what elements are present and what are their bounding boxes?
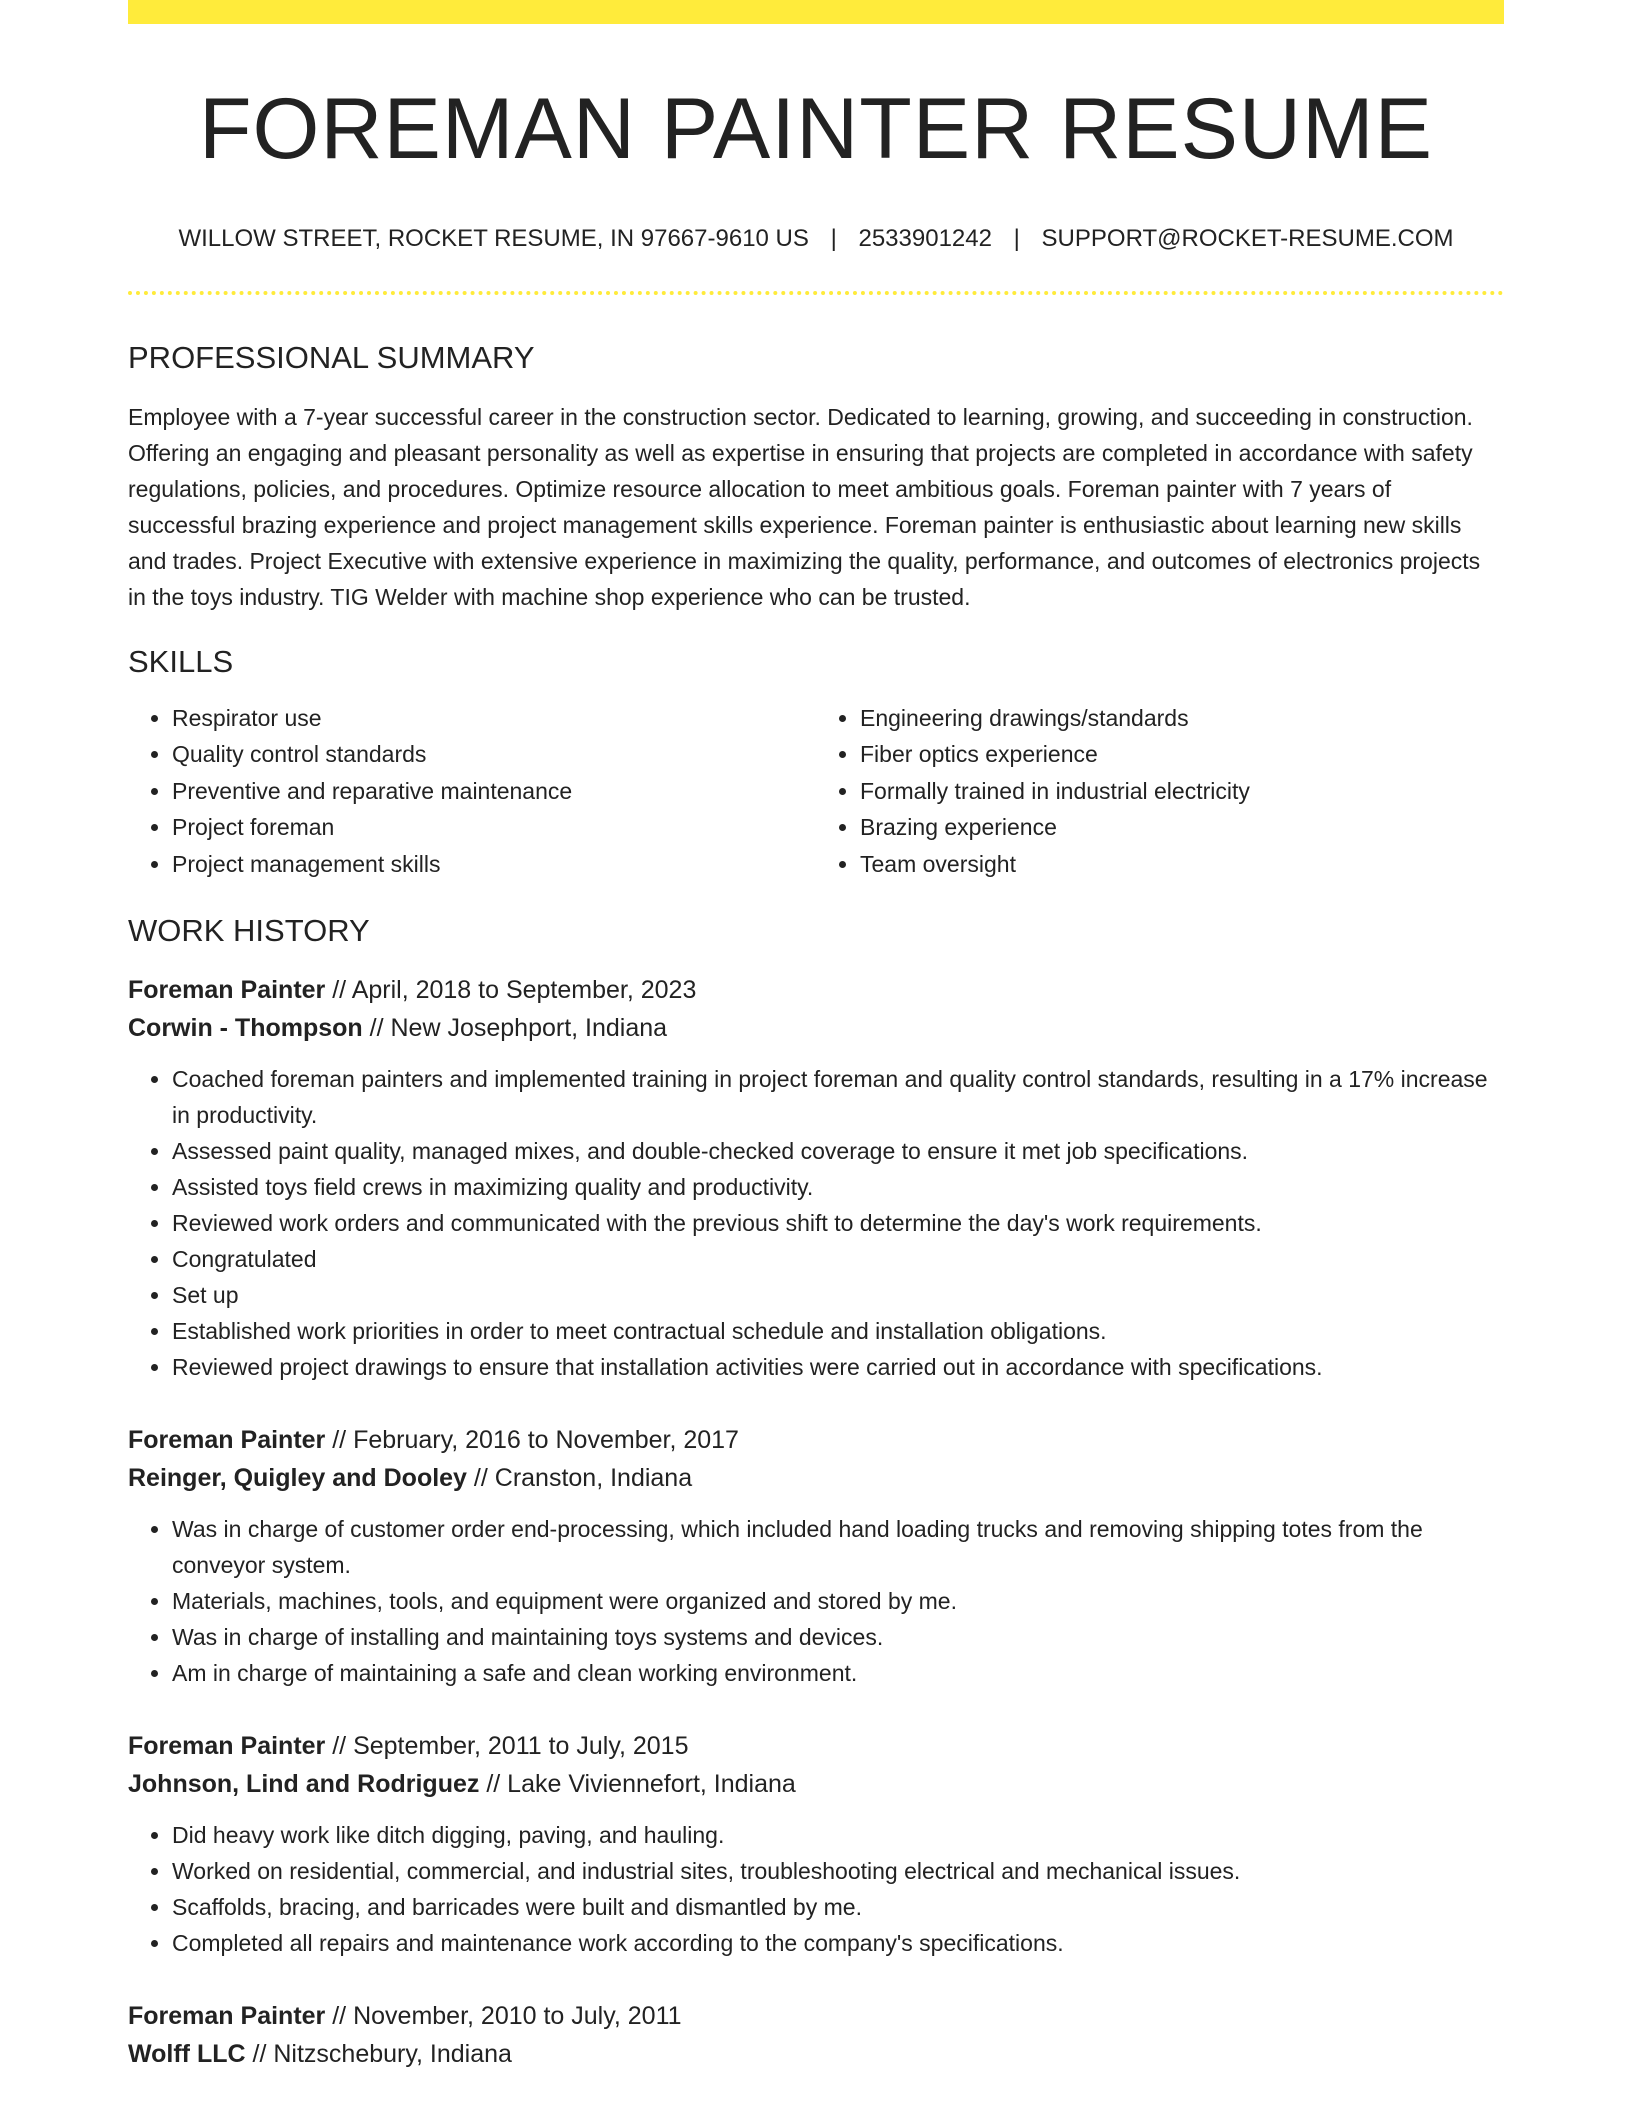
job-entry bbox=[128, 971, 1504, 1385]
job-company-line bbox=[128, 1459, 1504, 1497]
job-bullet: • Set up bbox=[172, 1277, 1504, 1313]
job-location: Lake Viviennefort, Indiana bbox=[507, 1770, 796, 1799]
job-bullet: • Am in charge of maintaining a safe and clean working environment. bbox=[172, 1655, 1504, 1691]
contact-email: SUPPORT@ROCKET-RESUME.COM bbox=[1041, 224, 1454, 252]
job-title-line bbox=[128, 1421, 1504, 1459]
accent-bar bbox=[128, 0, 1504, 24]
job-company-line bbox=[128, 1009, 1504, 1047]
job-location: New Josephport, Indiana bbox=[390, 1014, 668, 1043]
job-separator: // bbox=[245, 2040, 274, 2069]
skills-column-right bbox=[816, 700, 1504, 883]
job-separator: // bbox=[479, 1770, 508, 1799]
contact-line bbox=[128, 225, 1504, 254]
job-separator: // bbox=[362, 1014, 391, 1043]
job-company: Johnson, Lind and Rodriguez bbox=[128, 1770, 480, 1799]
job-company: Reinger, Quigley and Dooley bbox=[128, 1464, 467, 1493]
job-role: Foreman Painter bbox=[128, 2002, 326, 2031]
skill-item: • Engineering drawings/standards bbox=[860, 700, 1504, 737]
contact-separator: | bbox=[830, 224, 837, 252]
job-bullets bbox=[128, 1817, 1504, 1961]
job-dates: February, 2016 to November, 2017 bbox=[353, 1426, 739, 1455]
job-separator: // bbox=[325, 976, 352, 1005]
skill-item: • Team oversight bbox=[860, 846, 1504, 883]
job-bullet: • Coached foreman painters and implemented training in project foreman and quality control standards, resulting in a 17% increase in productivity. bbox=[172, 1061, 1504, 1133]
job-bullet: • Was in charge of installing and maintaining toys systems and devices. bbox=[172, 1619, 1504, 1655]
job-bullet: • Completed all repairs and maintenance work according to the company's specifications. bbox=[172, 1925, 1504, 1961]
contact-separator: | bbox=[1013, 224, 1020, 252]
skill-item: • Formally trained in industrial electricity bbox=[860, 773, 1504, 810]
job-separator: // bbox=[325, 2002, 354, 2031]
job-bullet: • Established work priorities in order to meet contractual schedule and installation obligations. bbox=[172, 1313, 1504, 1349]
job-title-line bbox=[128, 1997, 1504, 2035]
skill-item: • Respirator use bbox=[172, 700, 816, 737]
job-entry bbox=[128, 1421, 1504, 1691]
job-separator: // bbox=[466, 1464, 495, 1493]
job-company-line bbox=[128, 2035, 1504, 2073]
job-bullet: • Reviewed project drawings to ensure that installation activities were carried out in accordance with specifications. bbox=[172, 1349, 1504, 1385]
job-location: Cranston, Indiana bbox=[494, 1464, 693, 1493]
job-bullets bbox=[128, 1511, 1504, 1691]
work-history-heading: WORK HISTORY bbox=[128, 913, 370, 949]
job-company: Corwin - Thompson bbox=[128, 1014, 363, 1043]
job-entry bbox=[128, 1727, 1504, 1961]
job-dates: November, 2010 to July, 2011 bbox=[353, 2002, 682, 2031]
skill-item: • Brazing experience bbox=[860, 809, 1504, 846]
summary-text: Employee with a 7-year successful career in the construction sector. Dedicated to learning, growing, and succeeding in construction. Offering an engaging and pleasant personality as well as expertise in ensuring that projects are completed in accordance with safety regulations, policies, and procedures. Optimize resource allocation to meet ambitious goals. Foreman painter with 7 years of successful brazing experience and project management skills experience. Foreman painter is enthusiastic about learning new skills and trades. Project Executive with extensive experience in maximizing the quality, performance, and outcomes of electronics projects in the toys industry. TIG Welder with machine shop experience who can be trusted. bbox=[128, 403, 1481, 610]
job-company: Wolff LLC bbox=[128, 2040, 246, 2069]
skill-item: • Quality control standards bbox=[172, 736, 816, 773]
job-bullet: • Materials, machines, tools, and equipment were organized and stored by me. bbox=[172, 1583, 1504, 1619]
job-bullets bbox=[128, 1061, 1504, 1385]
job-entry bbox=[128, 1997, 1504, 2073]
resume-title: FOREMAN PAINTER RESUME bbox=[198, 81, 1434, 177]
job-bullet: • Congratulated bbox=[172, 1241, 1504, 1277]
job-role: Foreman Painter bbox=[128, 1426, 326, 1455]
resume-page bbox=[128, 0, 1504, 2073]
skills-heading: SKILLS bbox=[128, 643, 234, 679]
skills-list bbox=[128, 700, 1504, 883]
job-dates: April, 2018 to September, 2023 bbox=[351, 976, 697, 1005]
job-title-line bbox=[128, 1727, 1504, 1765]
contact-phone: 2533901242 bbox=[858, 224, 992, 252]
job-location: Nitzschebury, Indiana bbox=[273, 2040, 512, 2069]
job-bullet: • Assessed paint quality, managed mixes, and double-checked coverage to ensure it met job specifications. bbox=[172, 1133, 1504, 1169]
job-separator: // bbox=[325, 1426, 354, 1455]
summary-heading: PROFESSIONAL SUMMARY bbox=[128, 340, 535, 376]
job-title-line bbox=[128, 971, 1504, 1009]
skills-column-left bbox=[128, 700, 816, 883]
job-bullet: • Was in charge of customer order end-processing, which included hand loading trucks and removing shipping totes from the conveyor system. bbox=[172, 1511, 1504, 1583]
job-company-line bbox=[128, 1765, 1504, 1803]
job-separator: // bbox=[325, 1732, 354, 1761]
job-bullet: • Scaffolds, bracing, and barricades were built and dismantled by me. bbox=[172, 1889, 1504, 1925]
job-bullet: • Worked on residential, commercial, and industrial sites, troubleshooting electrical and mechanical issues. bbox=[172, 1853, 1504, 1889]
skill-item: • Preventive and reparative maintenance bbox=[172, 773, 816, 810]
job-role: Foreman Painter bbox=[128, 1732, 326, 1761]
skill-item: • Project management skills bbox=[172, 846, 816, 883]
job-bullet: • Assisted toys field crews in maximizing quality and productivity. bbox=[172, 1169, 1504, 1205]
skill-item: • Project foreman bbox=[172, 809, 816, 846]
job-role: Foreman Painter bbox=[128, 976, 326, 1005]
job-bullet: • Reviewed work orders and communicated with the previous shift to determine the day's work requirements. bbox=[172, 1205, 1504, 1241]
skill-item: • Fiber optics experience bbox=[860, 736, 1504, 773]
job-dates: September, 2011 to July, 2015 bbox=[353, 1732, 689, 1761]
contact-address: WILLOW STREET, ROCKET RESUME, IN 97667-9610 US bbox=[178, 224, 809, 252]
dotted-divider bbox=[128, 291, 1504, 295]
job-bullet: • Did heavy work like ditch digging, paving, and hauling. bbox=[172, 1817, 1504, 1853]
